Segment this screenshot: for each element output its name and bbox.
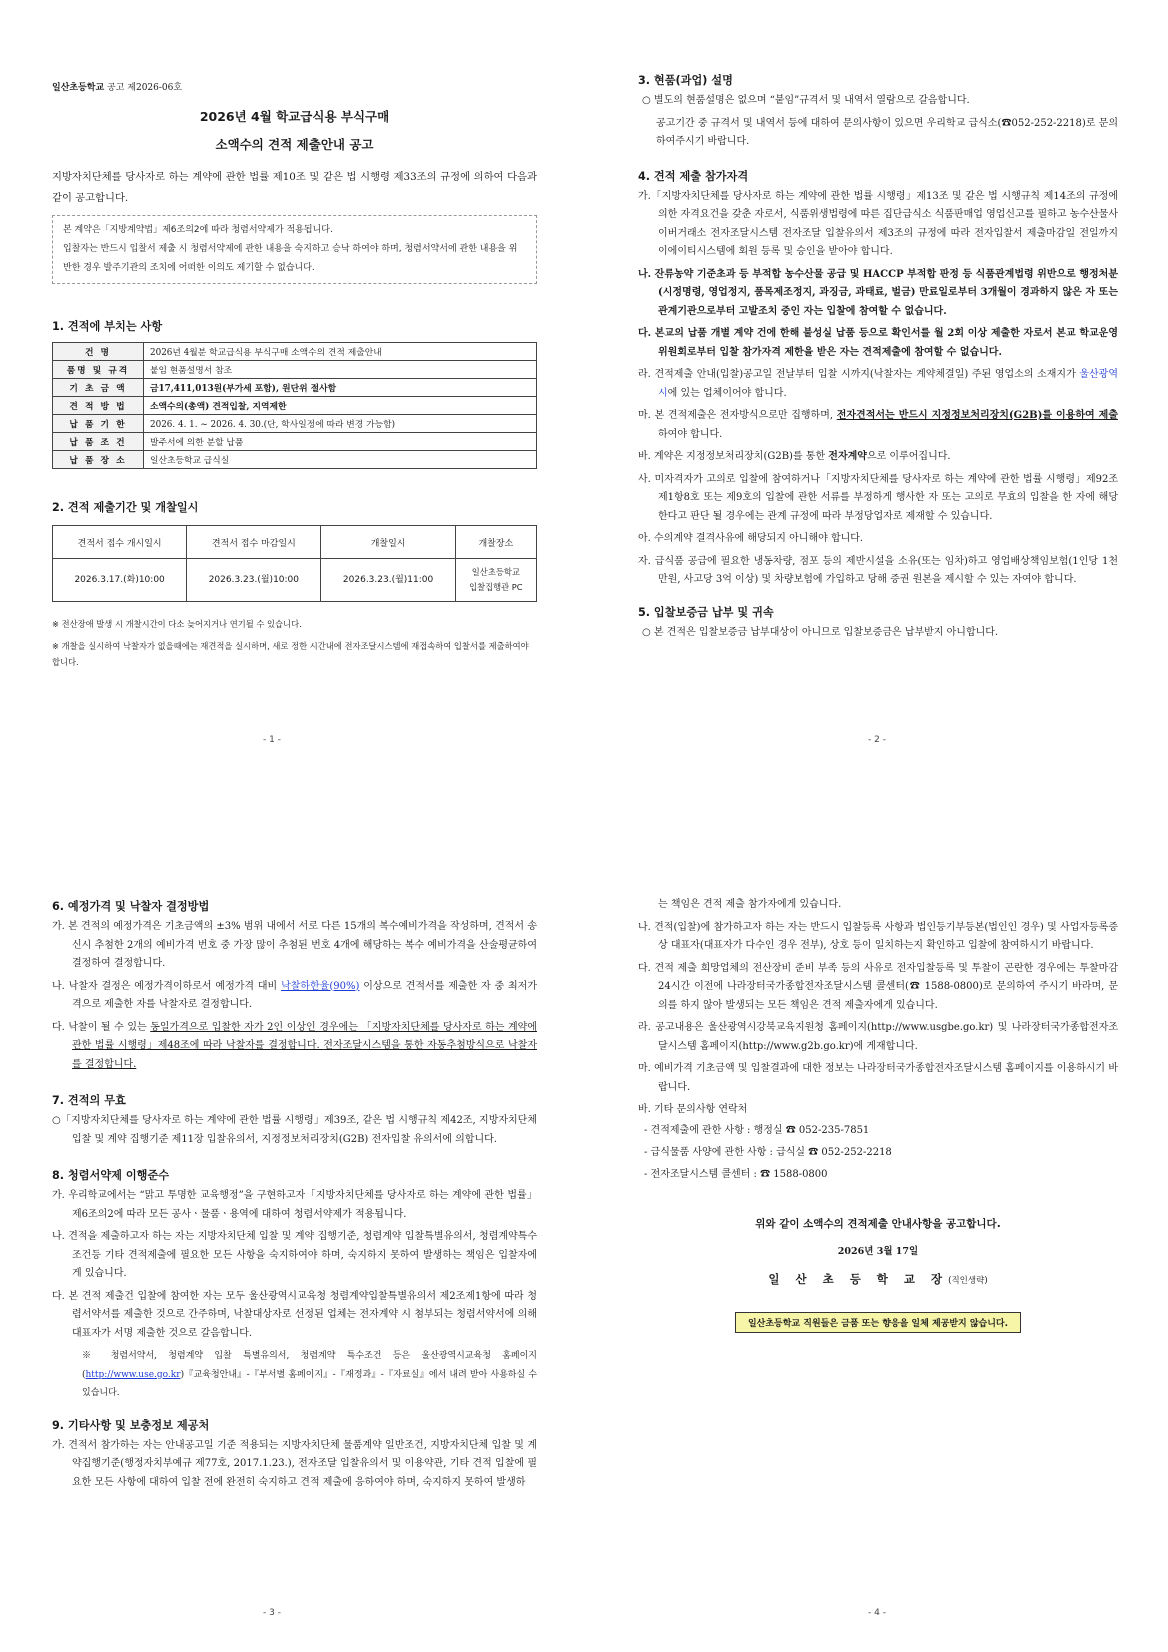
bid-item-row — [53, 397, 537, 415]
bid-item-value: 2026. 4. 1. ~ 2026. 4. 30.(단, 학사일정에 따라 변경 가능함) — [144, 415, 537, 433]
section-9-item: 라. 공고내용은 울산광역시강북교육지원청 홈페이지(http://www.usgbe.go.kr) 및 나라장터국가종합전자조달시스템 홈페이지(http://www.g2b.go.kr)에 게재합니다. — [638, 1022, 1118, 1052]
section-8-item: 다. 본 견적 제출건 입찰에 참여한 자는 모두 울산광역시교육청 청렴계약입찰특별유의서 제2조제1항에 따라 청렴서약서를 제출한 것으로 간주하며, 낙찰대상자로 선정된 업체는 전자계약 시 첨부되는 청렴서약서에 의해 대표자가 서명 제출한 것으로 갈음합니다. — [52, 1290, 537, 1339]
page-1 — [52, 80, 537, 670]
intro-paragraph: 지방자치단체를 당사자로 하는 계약에 관한 법률 제10조 및 같은 법 시행령 제33조의 규정에 의하여 다음과 같이 공고합니다. — [52, 171, 537, 204]
contact-line: - 전자조달시스템 콜센터 : ☎ 1588-0800 — [644, 1168, 828, 1180]
seal-omitted: (직인생략) — [948, 1275, 988, 1286]
section-9-item: 바. 기타 문의사항 연락처 — [638, 1104, 748, 1115]
section-9-item: 다. 견적 제출 희망업체의 전산장비 준비 부족 등의 사유로 전자입찰등록 및 투찰이 곤란한 경우에는 투찰마감 24시간 이전에 나라장터국가종합전자조달시스템 콜센터(☎ 1588-0800)로 문의하여 주시기 바라며, 문의를 하지 않아 발생되는 모든 책임은 견적 제출자에게 있습니다. — [638, 962, 1118, 1011]
section-7-title: 7. 견적의 무효 — [52, 1094, 126, 1107]
anti-bribery-banner: 일산초등학교 직원들은 금품 또는 향응을 일체 제공받지 않습니다. — [735, 1312, 1021, 1333]
section-8-note: ※ 청렴서약서, 청렴계약 입찰 특별유의서, 청렴계약 특수조건 등은 울산광역시교육청 홈페이지(http://www.use.go.kr)『교육청안내』-『부서별 홈페이지』-『재정과』-『자료실』에서 내려 받아 사용하실 수 있습니다. — [82, 1351, 537, 1398]
section-9-item: 가. 견적서 참가하는 자는 안내공고일 기준 적용되는 지방자치단체 물품계약 일반조건, 지방자치단체 입찰 및 계약집행기준(행정자치부예규 제77호, 2017.1.23.), 전자조달 입찰유의서 및 이용약관, 기타 견적 입찰에 필요한 모든 사항에 대하여 입찰 전에 완전히 숙지하고 견적 제출에 응하여야 하며, 숙지하지 못하여 발생하 — [52, 1439, 537, 1488]
section-6-item: 다. 낙찰이 될 수 있는 동일가격으로 입찰한 자가 2인 이상인 경우에는 「지방자치단체를 당사자로 하는 계약에 관한 법률 시행령」제48조에 따라 낙찰자를 결정합니다. 전자조달시스템을 통한 자동추첨방식으로 낙찰자를 결정합니다. — [52, 1021, 537, 1070]
contact-line: - 견적제출에 관한 사항 : 행정실 ☎ 052-235-7851 — [644, 1124, 870, 1136]
edu-office-link[interactable]: http://www.use.go.kr — [85, 1369, 181, 1380]
schedule-cell: 2026.3.23.(월)10:00 — [187, 559, 321, 602]
bid-item-key: 견 적 방 법 — [53, 397, 144, 415]
bid-item-row — [53, 361, 537, 379]
bid-items-table — [52, 342, 537, 469]
section-4-item: 나. 잔류농약 기준초과 등 부적합 농수산물 공급 및 HACCP 부적합 판정 등 식품관계법령 위반으로 행정처분(시정명령, 영업정지, 품목제조정지, 과징금, 과태료, 벌금) 만료일로부터 3개월이 경과하지 않은 자 또는 관계기관으로부터 고발조치 중인 자는 입찰에 참여할 수 없습니다. — [638, 268, 1118, 317]
bid-item-row — [53, 343, 537, 361]
section-3-text: 공고기간 중 규격서 및 내역서 등에 대하여 문의사항이 있으면 우리학교 급식소(☎052-252-2218)로 문의하여주시기 바랍니다. — [656, 117, 1118, 147]
bid-item-key: 품명 및 규격 — [53, 361, 144, 379]
section-4-item: 다. 본교의 납품 개별 계약 건에 한해 불성실 납품 등으로 확인서를 월 2회 이상 제출한 자로서 본교 학교운영위원회로부터 입찰 참가자격 제한을 받은 자는 견적제출에 참여할 수 없습니다. — [638, 328, 1118, 358]
section-8-item: 가. 우리학교에서는 “맑고 투명한 교육행정”을 구현하고자「지방자치단체를 당사자로 하는 계약에 관한 법률」제6조의2에 따라 모든 공사ㆍ물품ㆍ용역에 대하여 청렴서약제가 적용됩니다. — [52, 1190, 537, 1220]
section-9-title: 9. 기타사항 및 보충정보 제공처 — [52, 1418, 210, 1432]
signer: 일 산 초 등 학 교 장(직인생략) — [768, 1271, 988, 1286]
bid-item-key: 납 품 조 건 — [53, 433, 144, 451]
section-3-title: 3. 현품(과업) 설명 — [638, 74, 733, 87]
bid-item-key: 납 품 기 한 — [53, 415, 144, 433]
schedule-header: 개찰장소 — [455, 526, 536, 559]
section-4-item: 라. 견적제출 안내(입찰)공고일 전날부터 입찰 시까지(낙찰자는 계약체결일) 주된 영업소의 소재지가 울산광역시에 있는 업체이어야 합니다. — [638, 369, 1118, 399]
schedule-header: 견적서 접수 마감일시 — [187, 526, 321, 559]
bid-item-row — [53, 433, 537, 451]
bid-item-value: 일산초등학교 급식실 — [144, 451, 537, 469]
page-3 — [52, 898, 537, 1492]
section-8-title: 8. 청렴서약제 이행준수 — [52, 1169, 170, 1182]
section-4-item: 바. 계약은 지정정보처리장치(G2B)를 통한 전자계약으로 이루어집니다. — [638, 451, 951, 462]
notice-date: 2026년 3월 17일 — [837, 1245, 919, 1257]
note: ※ 개찰을 실시하여 낙찰자가 없을때에는 재견적을 실시하며, 새로 정한 시간내에 전자조달시스템에 재접속하여 입찰서를 제출하여야 합니다. — [52, 641, 529, 667]
section-4-item: 사. 미자격자가 고의로 입찰에 참여하거나「지방자치단체를 당사자로 하는 계약에 관한 법률 시행령」제92조제1항8호 또는 제9호의 입찰에 관한 서류를 부정하게 행사한 자 또는 고의로 무효의 입찰을 한 자에 해당한다고 판단 될 경우에는 관계 규정에 따라 부정당업자로 제재할 수 있습니다. — [638, 473, 1118, 522]
section-9-item: 마. 예비가격 기초금액 및 입찰결과에 대한 정보는 나라장터국가종합전자조달시스템 홈페이지를 이용하시기 바랍니다. — [638, 1063, 1118, 1093]
section-8-item: 나. 견적을 제출하고자 하는 자는 지방자치단체 입찰 및 계약 집행기준, 청렴계약 입찰특별유의서, 청렴계약특수조건등 기타 견적제출에 필요한 모든 사항을 숙지하여야 하며, 숙지하지 못하여 발생하는 책임은 입찰자에게 있습니다. — [52, 1231, 537, 1279]
section-4-item: 마. 본 견적제출은 전자방식으로만 집행하며, 전자견적서는 반드시 지정정보처리장치(G2B)를 이용하여 제출하여야 합니다. — [638, 410, 1118, 440]
closing-statement: 위와 같이 소액수의 견적제출 안내사항을 공고합니다. — [755, 1217, 1001, 1230]
bid-item-row — [53, 379, 537, 397]
section-5-title: 5. 입찰보증금 납부 및 귀속 — [638, 605, 774, 619]
bid-item-key: 납 품 장 소 — [53, 451, 144, 469]
section-5-text: ○ 본 견적은 입찰보증금 납부대상이 아니므로 입찰보증금은 납부받지 아니합니다. — [642, 626, 999, 638]
section-1-title: 1. 견적에 부치는 사항 — [52, 320, 163, 333]
contact-line: - 급식물품 사양에 관한 사항 : 급식실 ☎ 052-252-2218 — [644, 1146, 892, 1158]
box-line: 입찰자는 반드시 입찰서 제출 시 청렴서약제에 관한 내용을 숙지하고 승낙 하여야 하며, 청렴서약서에 관한 내용을 위반한 경우 발주기관의 조치에 어떠한 이의도 제기할 수 없습니다. — [63, 244, 518, 273]
bid-item-value: 발주서에 의한 분할 납품 — [144, 433, 537, 451]
doc-title-line2: 소액수의 견적 제출안내 공고 — [215, 137, 374, 152]
schedule-table — [52, 525, 537, 602]
section-4-item: 가.「지방자치단체를 당사자로 하는 계약에 관한 법률 시행령」제13조 및 같은 법 시행규칙 제14조의 규정에 의한 자격요건을 갖춘 자로서, 식품위생법령에 따른 집단급식소 식품판매업 영업신고를 필하고 농수산물사이버거래소 전자조달시스템 전자조달 입찰유의서 제3조의 규정에 따라 전자입찰서 제출마감일 전일까지 이에이티시스템에 회원 등록 및 승인을 받아야 합니다. — [638, 190, 1119, 257]
section-2-title: 2. 견적 제출기간 및 개찰일시 — [52, 501, 199, 514]
section-4-title: 4. 견적 제출 참가자격 — [638, 169, 749, 183]
section-3-text: ○ 별도의 현품설명은 없으며 “붙임”규격서 및 내역서 열람으로 갈음합니다. — [642, 95, 970, 106]
page-number: - 1 - — [263, 735, 281, 745]
bid-item-value: 붙임 현품설명서 참조 — [144, 361, 537, 379]
continuation-text: 는 책임은 견적 제출 참가자에게 있습니다. — [658, 899, 842, 910]
schedule-cell: 일산초등학교 입찰집행관 PC — [455, 559, 536, 602]
doc-title-line1: 2026년 4월 학교급식용 부식구매 — [199, 109, 390, 124]
section-7-text: ○「지방자치단체를 당사자로 하는 계약에 관한 법률 시행령」제39조, 같은 법 시행규칙 제42조, 지방자치단체 입찰 및 계약 집행기준 제11장 입찰유의서, 지정정보처리장치(G2B) 전자입찰 유의서에 의합니다. — [52, 1115, 537, 1145]
page-number: - 2 - — [868, 735, 886, 745]
section-4-item: 자. 급식품 공급에 필요한 냉동차량, 점포 등의 제반시설을 소유(또는 임차)하고 영업배상책임보험(1인당 1천만원, 사고당 3억 이상) 및 차량보험에 가입하고 당해 증권 원본을 제시할 수 있는 자여야 합니다. — [638, 555, 1118, 585]
note: ※ 전산장애 발생 시 개찰시간이 다소 늦어지거나 연기될 수 있습니다. — [52, 619, 302, 629]
bid-item-value: 소액수의(총액) 견적입찰, 지역제한 — [144, 397, 537, 415]
bid-item-row — [53, 451, 537, 469]
section-6-item: 나. 낙찰자 결정은 예정가격이하로서 예정가격 대비 낙찰하한율(90%) 이상으로 견적서를 제출한 자 중 최저가격으로 제출한 자를 낙찰자로 결정합니다. — [52, 980, 537, 1010]
page-4 — [638, 892, 1118, 1333]
bid-item-value: 금17,411,013원(부가세 포함), 원단위 절사함 — [144, 379, 537, 397]
bid-item-row — [53, 415, 537, 433]
schedule-cell: 2026.3.23.(월)11:00 — [321, 559, 455, 602]
bid-item-key: 기 초 금 액 — [53, 379, 144, 397]
bid-item-value: 2026년 4월분 학교급식용 부식구매 소액수의 견적 제출안내 — [144, 343, 537, 361]
section-4-item: 아. 수의계약 결격사유에 해당되지 아니해야 합니다. — [638, 533, 864, 544]
box-line: 본 계약은「지방계약법」제6조의2에 따라 청렴서약제가 적용됩니다. — [63, 225, 333, 235]
page-number: - 3 - — [263, 1608, 281, 1618]
schedule-header: 견적서 접수 개시일시 — [53, 526, 187, 559]
schedule-header: 개찰일시 — [321, 526, 455, 559]
schedule-cell: 2026.3.17.(화)10:00 — [53, 559, 187, 602]
bid-item-key: 건 명 — [53, 343, 144, 361]
integrity-notice-box — [52, 215, 537, 284]
page-2 — [638, 72, 1118, 642]
section-6-item: 가. 본 견적의 예정가격은 기초금액의 ±3% 범위 내에서 서로 다른 15개의 복수예비가격을 작성하며, 견적서 송신시 추첨한 2개의 예비가격 번호 중 가장 많이 추첨된 번호 4개에 해당하는 복수 예비가격을 산술평균하여 결정하여 결정합니다. — [52, 921, 537, 969]
section-6-title: 6. 예정가격 및 낙찰자 결정방법 — [52, 900, 210, 913]
section-9-item: 나. 견적(입찰)에 참가하고자 하는 자는 반드시 입찰등록 사항과 법인등기부등본(법인인 경우) 및 사업자등록증상 대표자(대표자가 다수인 경우 전부), 상호 등이 일치하는지 확인하고 입찰에 참여하시기 바랍니다. — [638, 921, 1118, 951]
notice-number: 일산초등학교 공고 제2026-06호 — [52, 83, 183, 93]
page-number: - 4 - — [868, 1608, 886, 1618]
